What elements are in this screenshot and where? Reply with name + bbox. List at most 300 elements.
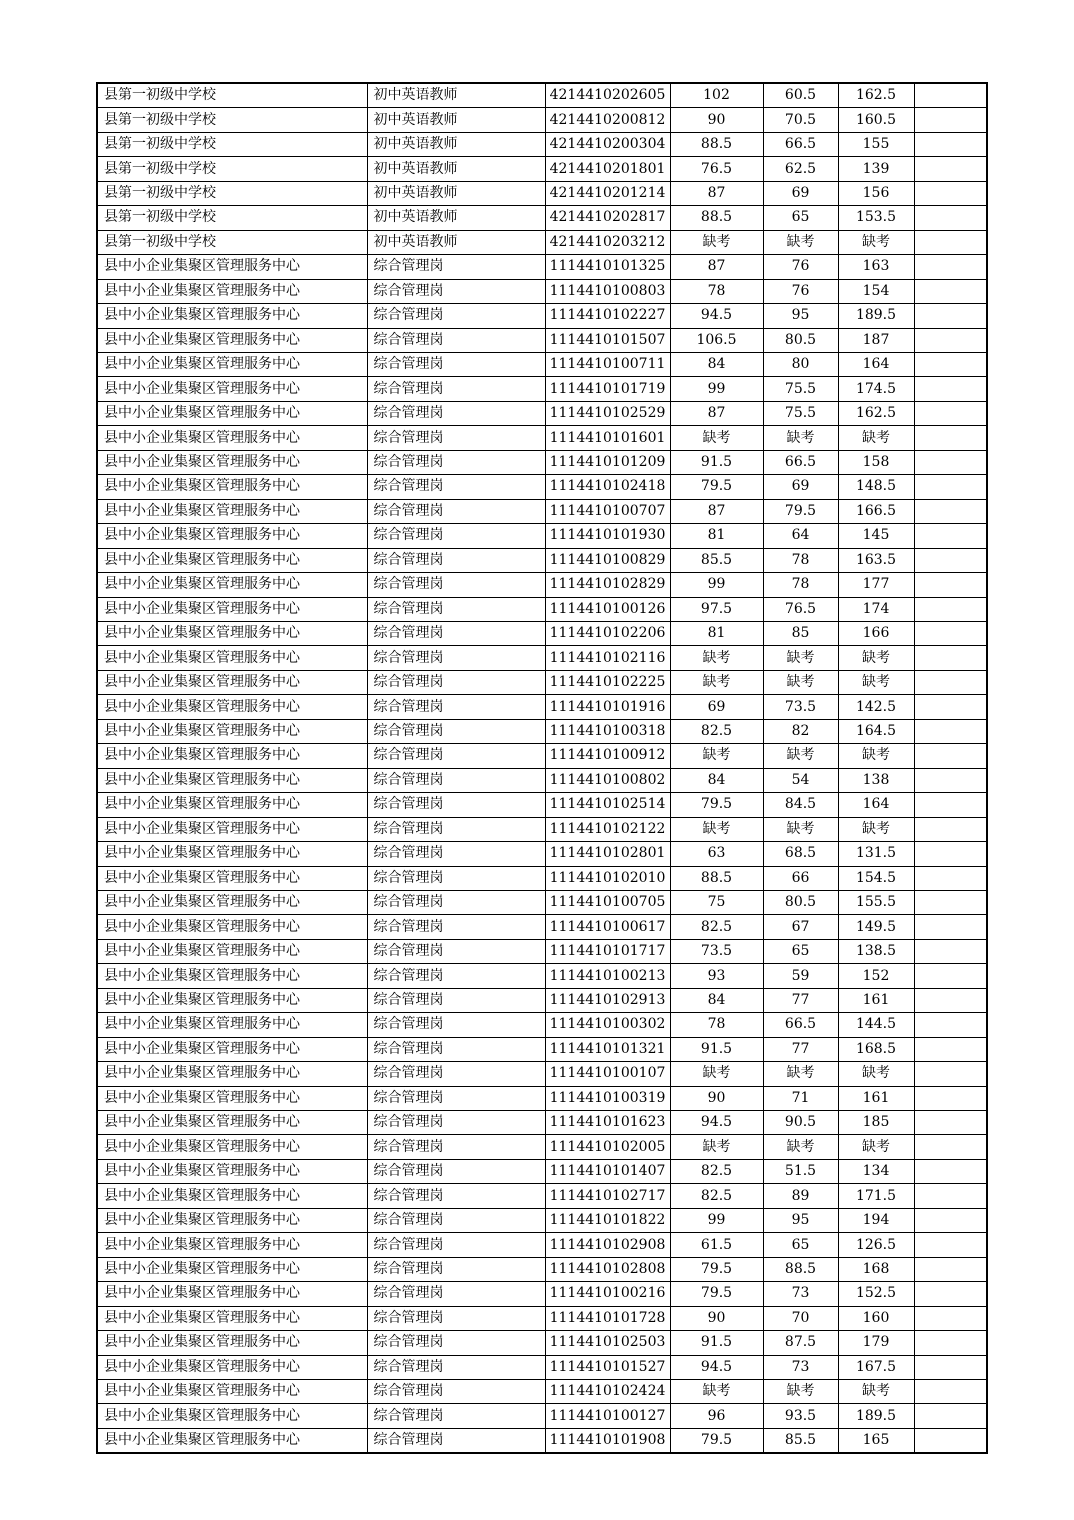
exam-id-cell: 4214410201214	[545, 181, 670, 205]
unit-cell: 县中小企业集聚区管理服务中心	[97, 1135, 367, 1159]
unit-cell: 县中小企业集聚区管理服务中心	[97, 670, 367, 694]
interview-score-cell: 78	[763, 548, 838, 572]
unit-cell: 县中小企业集聚区管理服务中心	[97, 1282, 367, 1306]
remark-cell	[914, 328, 987, 352]
table-row	[97, 1062, 987, 1086]
total-score-cell: 缺考	[838, 817, 914, 841]
total-score-cell: 189.5	[838, 1404, 914, 1428]
table-row	[97, 1404, 987, 1428]
remark-cell	[914, 377, 987, 401]
remark-cell	[914, 279, 987, 303]
interview-score-cell: 95	[763, 1208, 838, 1232]
unit-cell: 县中小企业集聚区管理服务中心	[97, 255, 367, 279]
table-row	[97, 1331, 987, 1355]
interview-score-cell: 70.5	[763, 108, 838, 132]
written-score-cell: 缺考	[670, 646, 763, 670]
unit-cell: 县第一初级中学校	[97, 83, 367, 108]
table-row	[97, 1159, 987, 1183]
remark-cell	[914, 915, 987, 939]
exam-id-cell: 1114410102808	[545, 1257, 670, 1281]
written-score-cell: 90	[670, 1306, 763, 1330]
written-score-cell: 缺考	[670, 230, 763, 254]
table-row	[97, 328, 987, 352]
total-score-cell: 165	[838, 1428, 914, 1453]
exam-id-cell: 1114410100302	[545, 1013, 670, 1037]
post-cell: 综合管理岗	[367, 842, 545, 866]
exam-id-cell: 1114410101719	[545, 377, 670, 401]
exam-id-cell: 4214410202817	[545, 206, 670, 230]
table-row	[97, 108, 987, 132]
interview-score-cell: 缺考	[763, 744, 838, 768]
exam-id-cell: 4214410202605	[545, 83, 670, 108]
interview-score-cell: 77	[763, 1037, 838, 1061]
exam-id-cell: 1114410102801	[545, 842, 670, 866]
table-row	[97, 450, 987, 474]
written-score-cell: 97.5	[670, 597, 763, 621]
post-cell: 综合管理岗	[367, 548, 545, 572]
written-score-cell: 缺考	[670, 744, 763, 768]
written-score-cell: 99	[670, 377, 763, 401]
total-score-cell: 155	[838, 132, 914, 156]
written-score-cell: 102	[670, 83, 763, 108]
unit-cell: 县中小企业集聚区管理服务中心	[97, 1355, 367, 1379]
interview-score-cell: 76	[763, 279, 838, 303]
exam-id-cell: 4214410201801	[545, 157, 670, 181]
exam-id-cell: 1114410100912	[545, 744, 670, 768]
unit-cell: 县第一初级中学校	[97, 132, 367, 156]
table-row	[97, 1380, 987, 1404]
post-cell: 综合管理岗	[367, 768, 545, 792]
interview-score-cell: 62.5	[763, 157, 838, 181]
post-cell: 综合管理岗	[367, 475, 545, 499]
interview-score-cell: 87.5	[763, 1331, 838, 1355]
post-cell: 综合管理岗	[367, 1380, 545, 1404]
post-cell: 综合管理岗	[367, 866, 545, 890]
table-row	[97, 939, 987, 963]
table-row	[97, 915, 987, 939]
unit-cell: 县中小企业集聚区管理服务中心	[97, 719, 367, 743]
written-score-cell: 84	[670, 352, 763, 376]
interview-score-cell: 88.5	[763, 1257, 838, 1281]
total-score-cell: 缺考	[838, 646, 914, 670]
remark-cell	[914, 842, 987, 866]
table-row	[97, 817, 987, 841]
post-cell: 综合管理岗	[367, 328, 545, 352]
remark-cell	[914, 573, 987, 597]
unit-cell: 县第一初级中学校	[97, 181, 367, 205]
exam-id-cell: 1114410101209	[545, 450, 670, 474]
remark-cell	[914, 1428, 987, 1453]
written-score-cell: 缺考	[670, 670, 763, 694]
interview-score-cell: 54	[763, 768, 838, 792]
table-row	[97, 1282, 987, 1306]
table-row	[97, 83, 987, 108]
table-row	[97, 524, 987, 548]
exam-id-cell: 1114410102514	[545, 793, 670, 817]
written-score-cell: 78	[670, 1013, 763, 1037]
post-cell: 综合管理岗	[367, 524, 545, 548]
interview-score-cell: 70	[763, 1306, 838, 1330]
remark-cell	[914, 304, 987, 328]
written-score-cell: 90	[670, 108, 763, 132]
exam-id-cell: 1114410102424	[545, 1380, 670, 1404]
written-score-cell: 79.5	[670, 1282, 763, 1306]
table-row	[97, 1355, 987, 1379]
total-score-cell: 139	[838, 157, 914, 181]
table-row	[97, 1111, 987, 1135]
remark-cell	[914, 1257, 987, 1281]
post-cell: 初中英语教师	[367, 181, 545, 205]
post-cell: 综合管理岗	[367, 890, 545, 914]
exam-id-cell: 1114410101507	[545, 328, 670, 352]
remark-cell	[914, 181, 987, 205]
post-cell: 综合管理岗	[367, 1062, 545, 1086]
table-row	[97, 548, 987, 572]
unit-cell: 县第一初级中学校	[97, 230, 367, 254]
table-row	[97, 1013, 987, 1037]
exam-id-cell: 1114410102122	[545, 817, 670, 841]
interview-score-cell: 59	[763, 964, 838, 988]
exam-id-cell: 1114410101822	[545, 1208, 670, 1232]
remark-cell	[914, 499, 987, 523]
remark-cell	[914, 719, 987, 743]
remark-cell	[914, 206, 987, 230]
exam-id-cell: 1114410102005	[545, 1135, 670, 1159]
exam-id-cell: 1114410102829	[545, 573, 670, 597]
table-row	[97, 964, 987, 988]
total-score-cell: 189.5	[838, 304, 914, 328]
remark-cell	[914, 939, 987, 963]
interview-score-cell: 73	[763, 1355, 838, 1379]
interview-score-cell: 缺考	[763, 817, 838, 841]
exam-id-cell: 1114410100707	[545, 499, 670, 523]
written-score-cell: 79.5	[670, 1428, 763, 1453]
unit-cell: 县中小企业集聚区管理服务中心	[97, 304, 367, 328]
table-row	[97, 670, 987, 694]
post-cell: 初中英语教师	[367, 206, 545, 230]
remark-cell	[914, 475, 987, 499]
interview-score-cell: 65	[763, 206, 838, 230]
post-cell: 初中英语教师	[367, 132, 545, 156]
written-score-cell: 87	[670, 181, 763, 205]
total-score-cell: 168	[838, 1257, 914, 1281]
interview-score-cell: 84.5	[763, 793, 838, 817]
total-score-cell: 149.5	[838, 915, 914, 939]
total-score-cell: 171.5	[838, 1184, 914, 1208]
interview-score-cell: 78	[763, 573, 838, 597]
written-score-cell: 81	[670, 524, 763, 548]
table-row	[97, 304, 987, 328]
exam-id-cell: 1114410102717	[545, 1184, 670, 1208]
total-score-cell: 161	[838, 988, 914, 1012]
unit-cell: 县中小企业集聚区管理服务中心	[97, 597, 367, 621]
interview-score-cell: 67	[763, 915, 838, 939]
total-score-cell: 160	[838, 1306, 914, 1330]
unit-cell: 县中小企业集聚区管理服务中心	[97, 939, 367, 963]
post-cell: 综合管理岗	[367, 597, 545, 621]
total-score-cell: 166.5	[838, 499, 914, 523]
remark-cell	[914, 352, 987, 376]
post-cell: 综合管理岗	[367, 426, 545, 450]
written-score-cell: 93	[670, 964, 763, 988]
unit-cell: 县中小企业集聚区管理服务中心	[97, 475, 367, 499]
exam-id-cell: 4214410203212	[545, 230, 670, 254]
interview-score-cell: 66.5	[763, 1013, 838, 1037]
interview-score-cell: 51.5	[763, 1159, 838, 1183]
written-score-cell: 94.5	[670, 304, 763, 328]
total-score-cell: 163.5	[838, 548, 914, 572]
exam-id-cell: 1114410101325	[545, 255, 670, 279]
remark-cell	[914, 1331, 987, 1355]
table-row	[97, 279, 987, 303]
interview-score-cell: 77	[763, 988, 838, 1012]
total-score-cell: 153.5	[838, 206, 914, 230]
table-row	[97, 744, 987, 768]
written-score-cell: 91.5	[670, 450, 763, 474]
interview-score-cell: 79.5	[763, 499, 838, 523]
table-row	[97, 890, 987, 914]
written-score-cell: 82.5	[670, 1159, 763, 1183]
total-score-cell: 160.5	[838, 108, 914, 132]
total-score-cell: 134	[838, 1159, 914, 1183]
written-score-cell: 缺考	[670, 817, 763, 841]
written-score-cell: 82.5	[670, 1184, 763, 1208]
post-cell: 综合管理岗	[367, 1135, 545, 1159]
written-score-cell: 缺考	[670, 1062, 763, 1086]
unit-cell: 县中小企业集聚区管理服务中心	[97, 1111, 367, 1135]
written-score-cell: 73.5	[670, 939, 763, 963]
exam-id-cell: 1114410101527	[545, 1355, 670, 1379]
exam-id-cell: 1114410102225	[545, 670, 670, 694]
unit-cell: 县中小企业集聚区管理服务中心	[97, 450, 367, 474]
written-score-cell: 78	[670, 279, 763, 303]
unit-cell: 县中小企业集聚区管理服务中心	[97, 499, 367, 523]
remark-cell	[914, 1086, 987, 1110]
total-score-cell: 138	[838, 768, 914, 792]
post-cell: 综合管理岗	[367, 499, 545, 523]
total-score-cell: 缺考	[838, 1062, 914, 1086]
interview-score-cell: 82	[763, 719, 838, 743]
post-cell: 初中英语教师	[367, 108, 545, 132]
table-row	[97, 1086, 987, 1110]
exam-id-cell: 1114410100213	[545, 964, 670, 988]
written-score-cell: 87	[670, 499, 763, 523]
written-score-cell: 84	[670, 768, 763, 792]
interview-score-cell: 66.5	[763, 450, 838, 474]
total-score-cell: 164	[838, 352, 914, 376]
total-score-cell: 194	[838, 1208, 914, 1232]
post-cell: 初中英语教师	[367, 157, 545, 181]
table-row	[97, 426, 987, 450]
written-score-cell: 81	[670, 621, 763, 645]
exam-id-cell: 1114410100127	[545, 1404, 670, 1428]
unit-cell: 县中小企业集聚区管理服务中心	[97, 1331, 367, 1355]
total-score-cell: 167.5	[838, 1355, 914, 1379]
post-cell: 综合管理岗	[367, 1428, 545, 1453]
table-row	[97, 1306, 987, 1330]
remark-cell	[914, 1233, 987, 1257]
total-score-cell: 缺考	[838, 670, 914, 694]
unit-cell: 县中小企业集聚区管理服务中心	[97, 817, 367, 841]
written-score-cell: 88.5	[670, 132, 763, 156]
exam-id-cell: 1114410100803	[545, 279, 670, 303]
total-score-cell: 152.5	[838, 1282, 914, 1306]
unit-cell: 县中小企业集聚区管理服务中心	[97, 426, 367, 450]
post-cell: 综合管理岗	[367, 352, 545, 376]
interview-score-cell: 85	[763, 621, 838, 645]
unit-cell: 县第一初级中学校	[97, 206, 367, 230]
exam-id-cell: 1114410102503	[545, 1331, 670, 1355]
total-score-cell: 163	[838, 255, 914, 279]
remark-cell	[914, 1184, 987, 1208]
table-row	[97, 1135, 987, 1159]
table-row	[97, 1428, 987, 1453]
post-cell: 综合管理岗	[367, 450, 545, 474]
interview-score-cell: 85.5	[763, 1428, 838, 1453]
unit-cell: 县中小企业集聚区管理服务中心	[97, 1037, 367, 1061]
total-score-cell: 152	[838, 964, 914, 988]
table-row	[97, 255, 987, 279]
table-row	[97, 988, 987, 1012]
exam-id-cell: 1114410100216	[545, 1282, 670, 1306]
remark-cell	[914, 866, 987, 890]
interview-score-cell: 65	[763, 939, 838, 963]
total-score-cell: 177	[838, 573, 914, 597]
table-row	[97, 157, 987, 181]
unit-cell: 县中小企业集聚区管理服务中心	[97, 988, 367, 1012]
written-score-cell: 87	[670, 255, 763, 279]
exam-id-cell: 1114410100829	[545, 548, 670, 572]
unit-cell: 县中小企业集聚区管理服务中心	[97, 964, 367, 988]
unit-cell: 县中小企业集聚区管理服务中心	[97, 744, 367, 768]
exam-id-cell: 1114410100705	[545, 890, 670, 914]
exam-id-cell: 1114410101916	[545, 695, 670, 719]
remark-cell	[914, 646, 987, 670]
table-row	[97, 352, 987, 376]
unit-cell: 县中小企业集聚区管理服务中心	[97, 524, 367, 548]
interview-score-cell: 69	[763, 181, 838, 205]
total-score-cell: 166	[838, 621, 914, 645]
interview-score-cell: 缺考	[763, 426, 838, 450]
exam-id-cell: 1114410101930	[545, 524, 670, 548]
unit-cell: 县中小企业集聚区管理服务中心	[97, 279, 367, 303]
interview-score-cell: 90.5	[763, 1111, 838, 1135]
interview-score-cell: 73.5	[763, 695, 838, 719]
post-cell: 综合管理岗	[367, 988, 545, 1012]
table-row	[97, 695, 987, 719]
interview-score-cell: 60.5	[763, 83, 838, 108]
written-score-cell: 76.5	[670, 157, 763, 181]
interview-score-cell: 缺考	[763, 1380, 838, 1404]
interview-score-cell: 73	[763, 1282, 838, 1306]
total-score-cell: 缺考	[838, 426, 914, 450]
unit-cell: 县中小企业集聚区管理服务中心	[97, 1404, 367, 1428]
remark-cell	[914, 670, 987, 694]
exam-id-cell: 1114410100107	[545, 1062, 670, 1086]
interview-score-cell: 缺考	[763, 1135, 838, 1159]
post-cell: 综合管理岗	[367, 915, 545, 939]
total-score-cell: 174.5	[838, 377, 914, 401]
remark-cell	[914, 157, 987, 181]
remark-cell	[914, 1208, 987, 1232]
total-score-cell: 154.5	[838, 866, 914, 890]
table-row	[97, 132, 987, 156]
remark-cell	[914, 1062, 987, 1086]
written-score-cell: 99	[670, 1208, 763, 1232]
written-score-cell: 82.5	[670, 915, 763, 939]
remark-cell	[914, 793, 987, 817]
remark-cell	[914, 230, 987, 254]
remark-cell	[914, 426, 987, 450]
table-row	[97, 475, 987, 499]
interview-score-cell: 95	[763, 304, 838, 328]
exam-id-cell: 1114410101601	[545, 426, 670, 450]
interview-score-cell: 76	[763, 255, 838, 279]
unit-cell: 县中小企业集聚区管理服务中心	[97, 1062, 367, 1086]
exam-id-cell: 1114410100318	[545, 719, 670, 743]
unit-cell: 县中小企业集聚区管理服务中心	[97, 1380, 367, 1404]
unit-cell: 县中小企业集聚区管理服务中心	[97, 573, 367, 597]
total-score-cell: 155.5	[838, 890, 914, 914]
post-cell: 综合管理岗	[367, 670, 545, 694]
total-score-cell: 144.5	[838, 1013, 914, 1037]
table-row	[97, 401, 987, 425]
exam-id-cell: 4214410200304	[545, 132, 670, 156]
post-cell: 综合管理岗	[367, 1111, 545, 1135]
post-cell: 综合管理岗	[367, 621, 545, 645]
total-score-cell: 174	[838, 597, 914, 621]
post-cell: 综合管理岗	[367, 255, 545, 279]
remark-cell	[914, 548, 987, 572]
post-cell: 综合管理岗	[367, 793, 545, 817]
post-cell: 综合管理岗	[367, 1233, 545, 1257]
remark-cell	[914, 401, 987, 425]
interview-score-cell: 缺考	[763, 1062, 838, 1086]
total-score-cell: 154	[838, 279, 914, 303]
post-cell: 综合管理岗	[367, 1355, 545, 1379]
remark-cell	[914, 1380, 987, 1404]
total-score-cell: 156	[838, 181, 914, 205]
remark-cell	[914, 83, 987, 108]
unit-cell: 县中小企业集聚区管理服务中心	[97, 866, 367, 890]
remark-cell	[914, 1404, 987, 1428]
exam-id-cell: 1114410102116	[545, 646, 670, 670]
table-row	[97, 1184, 987, 1208]
remark-cell	[914, 744, 987, 768]
post-cell: 综合管理岗	[367, 304, 545, 328]
written-score-cell: 94.5	[670, 1355, 763, 1379]
written-score-cell: 99	[670, 573, 763, 597]
post-cell: 综合管理岗	[367, 1086, 545, 1110]
exam-id-cell: 1114410100319	[545, 1086, 670, 1110]
unit-cell: 县中小企业集聚区管理服务中心	[97, 352, 367, 376]
total-score-cell: 缺考	[838, 1380, 914, 1404]
unit-cell: 县中小企业集聚区管理服务中心	[97, 328, 367, 352]
post-cell: 综合管理岗	[367, 695, 545, 719]
unit-cell: 县中小企业集聚区管理服务中心	[97, 1013, 367, 1037]
written-score-cell: 88.5	[670, 866, 763, 890]
interview-score-cell: 75.5	[763, 377, 838, 401]
exam-id-cell: 1114410101623	[545, 1111, 670, 1135]
table-row	[97, 842, 987, 866]
post-cell: 综合管理岗	[367, 1331, 545, 1355]
written-score-cell: 82.5	[670, 719, 763, 743]
post-cell: 综合管理岗	[367, 573, 545, 597]
remark-cell	[914, 1037, 987, 1061]
written-score-cell: 79.5	[670, 1257, 763, 1281]
interview-score-cell: 80.5	[763, 328, 838, 352]
remark-cell	[914, 1306, 987, 1330]
